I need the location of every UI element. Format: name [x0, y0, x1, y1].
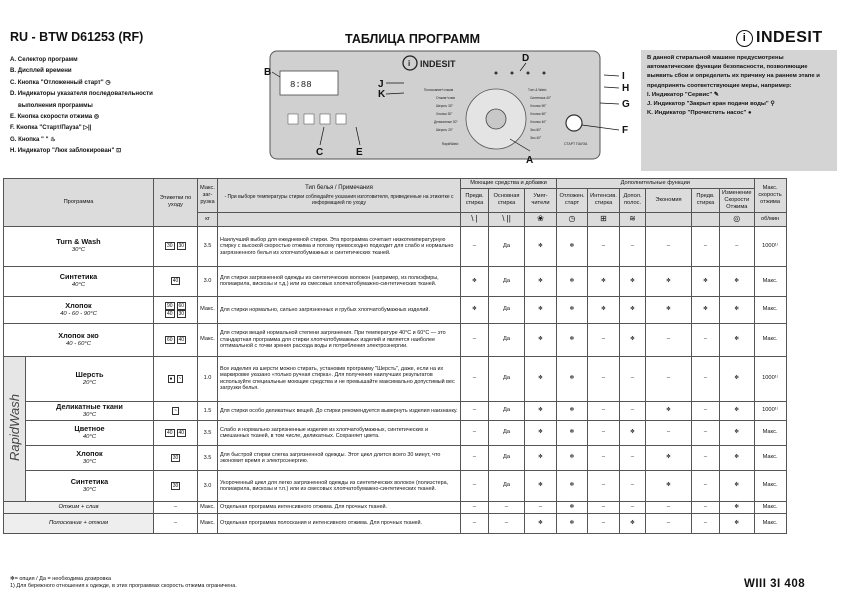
program-name-cell — [4, 226, 154, 266]
svg-text:J: J — [378, 79, 384, 90]
care-label-icon: 30 — [172, 454, 179, 461]
option-cell: ✻ — [557, 445, 588, 470]
clock-icon: ◷ — [105, 78, 111, 86]
svg-text:Деликатные 30°: Деликатные 30° — [434, 120, 458, 124]
care-label-icon: 60 — [178, 302, 185, 309]
svg-text:i: i — [408, 59, 411, 68]
care-label-icon: 60 — [166, 336, 173, 343]
svg-text:Хлопок 40°: Хлопок 40° — [530, 120, 547, 124]
option-cell: – — [692, 323, 720, 356]
option-cell: – — [461, 226, 489, 266]
program-note: Отдельная программа интенсивного отжима. Для прочных тканей. — [218, 501, 461, 513]
spin-speed-cell: Макс. — [754, 296, 786, 323]
program-name-cell — [26, 420, 154, 445]
svg-text:СТАРТ ПАУЗА: СТАРТ ПАУЗА — [564, 142, 588, 146]
table-row — [4, 323, 787, 356]
option-cell: ✻ — [620, 266, 646, 296]
info-item: J. Индикатор "Закрыт кран подачи воды" ⚲ — [647, 101, 775, 108]
option-cell: – — [620, 470, 646, 501]
option-cell: Да — [489, 445, 525, 470]
svg-text:Хлопок 30°: Хлопок 30° — [436, 112, 453, 116]
legend-item: выполнения программы — [18, 101, 93, 109]
option-cell: ✻ — [692, 296, 720, 323]
care-label-icon: 40 — [166, 310, 173, 317]
table-row — [4, 420, 787, 445]
option-cell: – — [692, 420, 720, 445]
care-labels-cell — [154, 401, 198, 420]
program-note: Наилучший выбор для ежедневной стирки. Эта программа сочетает низкотемпературную стирку с высокой скоростью отжима и потому превосходно подходит для слабо и нормально загрязненного белья из хлопчатобумажных и синтетических тканей. — [218, 226, 461, 266]
intensive-icon: ⊞ — [588, 212, 620, 226]
program-note: Укороченный цикл для легко загрязненной одежды из синтетических волокон (полиэстера, полиакрила, вискозы и т.п.) или из смесовых хлопчатобумажно-синтетических тканей. — [218, 470, 461, 501]
header-prewash: Предв. стирка — [461, 189, 489, 213]
option-cell: ✻ — [557, 323, 588, 356]
option-cell: – — [588, 513, 620, 533]
table-row — [4, 513, 787, 533]
max-load-cell: 3.0 — [198, 266, 218, 296]
option-cell: ✻ — [525, 356, 557, 401]
program-note: Все изделия из шерсти можно стирать, установив программу "Шерсть", даже, если на их маркировке указано «только ручная стирка». Для получения наилучших результатов используйте специальные моющие средства и не превышайте максимально допустимый вес загрузки белья. — [218, 356, 461, 401]
spin-icon: ◎ — [720, 212, 755, 226]
program-name: Синтетика — [70, 476, 109, 486]
option-cell: – — [461, 323, 489, 356]
start-pause-icon: ▷|| — [83, 124, 92, 132]
option-cell: – — [620, 445, 646, 470]
option-cell: Да — [489, 420, 525, 445]
option-cell: ✻ — [557, 470, 588, 501]
rapidwash-group-label — [4, 356, 26, 501]
option-cell: ✻ — [525, 470, 557, 501]
spin-speed-cell: Макс. — [754, 266, 786, 296]
option-cell: – — [692, 501, 720, 513]
header-spin-change: Изменение Скорости Отжима — [720, 189, 755, 213]
care-label-icon: 30 — [178, 310, 185, 317]
option-cell: – — [620, 356, 646, 401]
program-temp: 40 - 60°C — [66, 340, 91, 347]
table-row — [4, 266, 787, 296]
svg-text:E: E — [356, 147, 363, 158]
option-cell: – — [525, 501, 557, 513]
svg-text:Полоскание+отжим: Полоскание+отжим — [424, 88, 454, 92]
option-cell: ✻ — [525, 266, 557, 296]
legend-item: H. Индикатор "Люк заблокирован" ⊡ — [10, 147, 122, 155]
care-label-icon: 30 — [178, 243, 185, 250]
program-note: Для стирки загрязненной одежды из синтетических волокон (например, из полиэфиры, полиакрила, вискозы и т.д.) или из смесовых хлопчатобумажно-синтетических тканей. — [218, 266, 461, 296]
header-extra-rinse: Допол. полос. — [620, 189, 646, 213]
brand-i-icon: i — [736, 30, 753, 47]
option-cell: – — [692, 445, 720, 470]
option-cell: ✻ — [720, 296, 755, 323]
program-note: Для стирки нормально, сильно загрязненных и грубых хлопчатобумажных изделий. — [218, 296, 461, 323]
legend-item: F. Кнопка "Старт/Пауза" ▷|| — [10, 124, 92, 132]
svg-text:G: G — [622, 99, 630, 110]
option-cell: – — [620, 226, 646, 266]
option-cell: ✻ — [525, 513, 557, 533]
header-type: Тип белья / Примечания - При выборе температуры стирки соблюдайте указания изготовителя, приведенные на этикетке с информацией по уходу — [218, 179, 461, 213]
header-maxload: Макс. заг-рузка — [198, 179, 218, 213]
spin-icon: ◎ — [93, 113, 100, 121]
care-labels-cell — [154, 445, 198, 470]
care-labels-cell — [154, 266, 198, 296]
service-icon: ✎ — [713, 91, 719, 98]
option-cell: – — [588, 226, 620, 266]
max-load-cell: 3.0 — [198, 470, 218, 501]
program-name-cell — [26, 445, 154, 470]
program-name: Хлопок эко — [58, 330, 99, 340]
option-cell: ✻ — [525, 420, 557, 445]
program-name: Синтетика — [59, 272, 98, 282]
header-type-blank — [218, 212, 461, 226]
care-labels-cell — [154, 296, 198, 323]
program-name-cell — [26, 356, 154, 401]
max-load-cell: 1.0 — [198, 356, 218, 401]
program-temp: 30°C — [71, 247, 86, 254]
info-item: K. Индикатор "Прочистить насос" ● — [647, 110, 752, 117]
option-cell: – — [461, 401, 489, 420]
program-temp: 30°C — [82, 411, 97, 418]
spin-speed-cell: Макс. — [754, 445, 786, 470]
option-cell: – — [646, 501, 692, 513]
program-table-wrap — [3, 178, 787, 534]
option-cell: – — [620, 501, 646, 513]
program-knob — [486, 109, 506, 129]
spin-speed-cell: Макс. — [754, 323, 786, 356]
option-cell: ✻ — [646, 470, 692, 501]
option-cell: – — [692, 226, 720, 266]
option-cell: ✻ — [620, 420, 646, 445]
model-title: RU - BTW D61253 (RF) — [10, 30, 144, 44]
care-labels-cell — [154, 356, 198, 401]
care-label-icon: 30 — [166, 243, 173, 250]
option-cell: Да — [489, 226, 525, 266]
program-temp: 30°C — [82, 486, 97, 493]
program-name: Деликатные ткани — [56, 401, 123, 411]
option-cell: – — [692, 356, 720, 401]
info-item: I. Индикатор "Сервис" ✎ — [647, 91, 719, 98]
option-cell: ✻ — [646, 401, 692, 420]
svg-text:I: I — [622, 71, 625, 82]
option-cell: – — [646, 420, 692, 445]
option-cell: – — [588, 420, 620, 445]
option-cell: – — [692, 513, 720, 533]
care-labels-cell: – — [154, 501, 198, 513]
option-cell: ✻ — [557, 420, 588, 445]
legend-item: A. Селектор программ — [10, 56, 78, 63]
option-cell: ✻ — [525, 296, 557, 323]
program-name-cell — [4, 266, 154, 296]
program-name-cell — [4, 513, 154, 533]
option-cell: ✻ — [720, 513, 755, 533]
care-label-icon: ● — [169, 375, 173, 382]
max-load-cell: 3.5 — [198, 420, 218, 445]
program-name: Хлопок — [76, 448, 103, 458]
header-extra: Дополнительные функции — [557, 179, 755, 189]
option-cell: ✻ — [620, 323, 646, 356]
table-row — [4, 226, 787, 266]
program-note: Слабо и нормально загрязненные изделия из хлопчатобумажных, синтетических и смешанных тканей, в том числе, деликатных. Сохраняет цвета. — [218, 420, 461, 445]
option-cell: – — [461, 470, 489, 501]
brand-name: INDESIT — [756, 29, 823, 46]
spin-speed-cell: 1000¹⁾ — [754, 356, 786, 401]
option-cell: ✻ — [557, 266, 588, 296]
program-note: Отдельная программа полоскания и интенсивного отжима. Для прочных тканей. — [218, 513, 461, 533]
option-cell: – — [461, 356, 489, 401]
option-cell: ✻ — [461, 296, 489, 323]
care-label-icon: 30 — [172, 482, 179, 489]
svg-text:Шерсть 30°: Шерсть 30° — [436, 104, 453, 108]
delay-icon: ◷ — [557, 212, 588, 226]
footnote: 1) Для бережного отношения к одежде, в этих программах скорость отжима ограничена. — [10, 583, 237, 589]
option-cell: – — [646, 323, 692, 356]
program-table — [3, 178, 787, 534]
option-cell: – — [588, 470, 620, 501]
softener-icon: ❀ — [525, 212, 557, 226]
max-load-cell: Макс. — [198, 296, 218, 323]
program-note: Для стирки вещей нормальной степени загрязнения. При температуре 40°C и 60°C — это стандартная программа для стирки хлопчатобумажных изделий и является наиболее оптимальной с точки зрения расхода воды и потребления электроэнергии. — [218, 323, 461, 356]
svg-text:Синтетика 40°: Синтетика 40° — [530, 96, 552, 100]
safety-info-box — [641, 50, 837, 171]
spin-speed-cell: Макс. — [754, 501, 786, 513]
table-row — [4, 401, 787, 420]
care-label-icon: 40 — [178, 336, 185, 343]
start-button-icon — [566, 115, 582, 131]
prewash-icon: \ | — [461, 212, 489, 226]
option-cell: ✻ — [720, 356, 755, 401]
header-intensive: Интенсив. стирка — [588, 189, 620, 213]
svg-text:Эко 40°: Эко 40° — [530, 136, 542, 140]
spin-speed-cell: Макс. — [754, 470, 786, 501]
option-cell: ✻ — [720, 501, 755, 513]
option-cell: – — [646, 513, 692, 533]
table-row — [4, 501, 787, 513]
svg-text:Эко 60°: Эко 60° — [530, 128, 542, 132]
care-labels-cell: – — [154, 513, 198, 533]
svg-text:C: C — [316, 147, 324, 158]
svg-text:RapidWash: RapidWash — [442, 142, 459, 146]
care-label-icon: 40 — [166, 429, 173, 436]
option-cell: ✻ — [692, 266, 720, 296]
option-cell: – — [588, 401, 620, 420]
legend-item: C. Кнопка "Отложенный старт" ◷ — [10, 78, 111, 86]
option-cell: – — [489, 501, 525, 513]
option-cell: – — [646, 226, 692, 266]
option-cell: Да — [489, 296, 525, 323]
svg-text:B: B — [264, 67, 272, 78]
header-spin-unit: об/мин — [754, 212, 786, 226]
header-prewash-extra: Предв. стирка — [692, 189, 720, 213]
care-label-icon: 40 — [172, 278, 179, 285]
rapidwash-label: RapidWash — [6, 393, 22, 461]
option-cell: – — [489, 513, 525, 533]
option-cell: ✻ — [720, 401, 755, 420]
economy-icon-cell — [646, 212, 692, 226]
header-program: Программа — [4, 179, 154, 227]
option-cell: Да — [489, 401, 525, 420]
max-load-cell: 3.5 — [198, 445, 218, 470]
care-label-icon: 40 — [178, 429, 185, 436]
max-load-cell: Макс. — [198, 323, 218, 356]
max-load-cell: Макс. — [198, 501, 218, 513]
program-name: Хлопок — [65, 300, 92, 310]
program-name-cell — [26, 470, 154, 501]
option-cell: ✻ — [557, 501, 588, 513]
option-cell: ✻ — [620, 296, 646, 323]
program-note: Для быстрой стирки слегка загрязненной одежды. Этот цикл длится всего 30 минут, что экономит время и электроэнергию. — [218, 445, 461, 470]
option-cell: ✻ — [557, 401, 588, 420]
option-cell: – — [461, 445, 489, 470]
max-load-cell: 1.5 — [198, 401, 218, 420]
option-cell: ✻ — [720, 323, 755, 356]
care-labels-cell — [154, 420, 198, 445]
header-spin: Макс. скорость отжима — [754, 179, 786, 213]
option-cell: – — [620, 401, 646, 420]
option-cell: ✻ — [646, 445, 692, 470]
panel-brand: INDESIT — [420, 59, 456, 69]
spin-speed-cell: Макс. — [754, 420, 786, 445]
spin-speed-cell: Макс. — [754, 513, 786, 533]
option-cell: – — [588, 445, 620, 470]
header-economy: Экономия — [646, 189, 692, 213]
legend-item: E. Кнопка скорости отжима ◎ — [10, 113, 100, 121]
header-softener: Умяг-чители — [525, 189, 557, 213]
footnotes — [10, 576, 237, 590]
option-cell: ✻ — [620, 513, 646, 533]
program-temp: 20°C — [82, 379, 97, 386]
option-cell: Да — [489, 266, 525, 296]
svg-text:D: D — [522, 53, 530, 64]
rinse-icon: ≋ — [620, 212, 646, 226]
program-name: Цветное — [74, 423, 105, 433]
option-cell: ✻ — [557, 356, 588, 401]
option-cell: Да — [489, 470, 525, 501]
option-cell: – — [461, 501, 489, 513]
svg-text:Отжим+слив: Отжим+слив — [436, 96, 455, 100]
option-cell: – — [461, 513, 489, 533]
program-name: Полоскание + отжим — [48, 519, 108, 526]
program-temp: 40°C — [82, 433, 97, 440]
prewash-extra-icon-cell — [692, 212, 720, 226]
svg-text:H: H — [622, 83, 630, 94]
legend-item: G. Кнопка " " ♨ — [10, 135, 56, 143]
header-maxload-unit: кг — [198, 212, 218, 226]
option-cell: ✻ — [525, 323, 557, 356]
care-labels-cell — [154, 323, 198, 356]
svg-text:Шерсть 20°: Шерсть 20° — [436, 128, 453, 132]
option-cell: ✻ — [720, 445, 755, 470]
option-cell: – — [646, 356, 692, 401]
program-note: Для стирки особо деликатных вещей. До стирки рекомендуется вывернуть изделия наизнанку. — [218, 401, 461, 420]
water-tap-icon: ⚲ — [770, 101, 775, 108]
option-cell: ✻ — [588, 266, 620, 296]
option-icon: ♨ — [50, 135, 56, 143]
svg-text:Хлопок 90°: Хлопок 90° — [530, 104, 547, 108]
program-name: Отжим + слив — [58, 503, 99, 510]
option-cell: – — [588, 501, 620, 513]
controls-legend — [10, 54, 260, 157]
option-cell: ✻ — [720, 470, 755, 501]
program-temp: 40°C — [71, 282, 86, 289]
option-cell: ✻ — [557, 296, 588, 323]
svg-text:Turn & Wash: Turn & Wash — [528, 88, 547, 92]
program-name-cell — [4, 501, 154, 513]
program-name-cell — [4, 296, 154, 323]
option-cell: – — [588, 323, 620, 356]
legend-item: B. Дисплей времени — [10, 67, 72, 75]
care-labels-cell — [154, 226, 198, 266]
option-cell: Да — [489, 323, 525, 356]
care-label-icon: ~ — [178, 375, 182, 382]
option-cell: – — [588, 356, 620, 401]
option-cell: ✻ — [720, 266, 755, 296]
option-cell: ✻ — [461, 266, 489, 296]
program-name: Шерсть — [75, 369, 104, 379]
info-intro: В данной стиральной машине предусмотрены автоматические функции безопасности, позволяющие выявить сбои и определить их причину на раннем этапе и предпринять соответствующие меры, например: — [647, 55, 820, 89]
svg-text:A: A — [526, 155, 534, 165]
table-row — [4, 445, 787, 470]
max-load-cell: 3.5 — [198, 226, 218, 266]
option-cell: ✻ — [646, 296, 692, 323]
option-cell: ✻ — [525, 445, 557, 470]
svg-text:F: F — [622, 125, 629, 136]
document-code: WIII 3I 408 — [744, 578, 806, 590]
option-cell: ✻ — [525, 226, 557, 266]
table-row — [4, 296, 787, 323]
table-row — [4, 470, 787, 501]
option-cell: ✻ — [720, 420, 755, 445]
care-labels-cell — [154, 470, 198, 501]
footnote: ✻= опция / Да = необходима дозировка — [10, 576, 112, 582]
program-temp: 40 - 60 - 90°C — [60, 310, 97, 317]
option-cell: ✻ — [525, 401, 557, 420]
option-cell: – — [461, 420, 489, 445]
option-cell: – — [720, 226, 755, 266]
header-delay: Отложен. старт — [557, 189, 588, 213]
table-row — [4, 356, 787, 401]
header-mainwash: Основная стирка — [489, 189, 525, 213]
header-detergents: Моющие средства и добавки — [461, 179, 557, 189]
page-title: ТАБЛИЦА ПРОГРАММ — [345, 32, 480, 46]
svg-text:Хлопок 60°: Хлопок 60° — [530, 112, 547, 116]
care-label-icon: 90 — [166, 302, 173, 309]
control-panel-diagram — [264, 47, 634, 165]
header-labels: Этикетки по уходу — [154, 179, 198, 227]
spin-speed-cell: 1000¹⁾ — [754, 401, 786, 420]
pump-icon: ● — [747, 110, 752, 117]
brand-logo — [736, 29, 823, 47]
lock-icon: ⊡ — [116, 147, 122, 155]
option-cell: ✻ — [557, 513, 588, 533]
program-temp: 30°C — [82, 458, 97, 465]
program-name-cell — [26, 401, 154, 420]
program-name-cell — [4, 323, 154, 356]
legend-item: D. Индикаторы указателя последовательности — [10, 90, 153, 98]
option-cell: – — [692, 401, 720, 420]
panel-display: 8:88 — [290, 80, 312, 90]
option-cell: Да — [489, 356, 525, 401]
option-cell: ✻ — [646, 266, 692, 296]
spin-speed-cell: 1000¹⁾ — [754, 226, 786, 266]
svg-text:K: K — [378, 89, 386, 100]
option-cell: ✻ — [588, 296, 620, 323]
mainwash-icon: \ || — [489, 212, 525, 226]
care-label-icon: ~ — [174, 407, 177, 414]
max-load-cell: Макс. — [198, 513, 218, 533]
program-name: Turn & Wash — [56, 237, 101, 247]
option-cell: – — [692, 470, 720, 501]
option-cell: ✻ — [557, 226, 588, 266]
